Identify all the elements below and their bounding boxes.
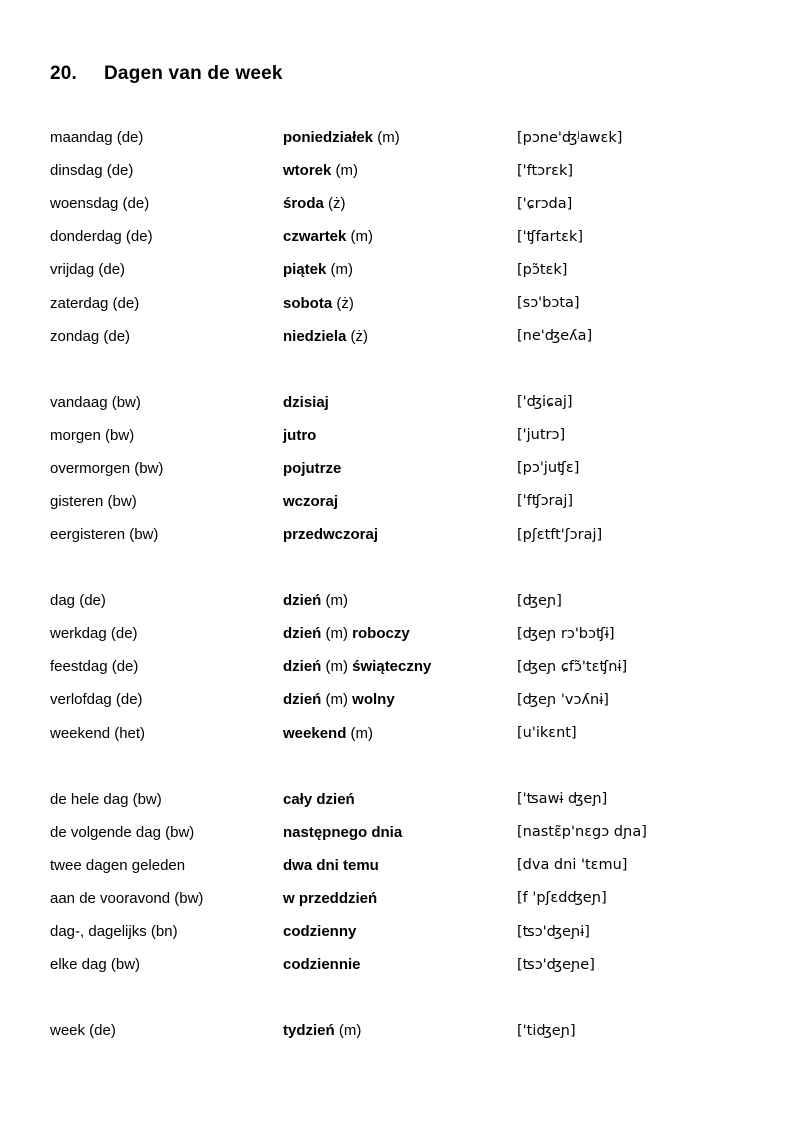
vocab-row (50, 253, 754, 286)
gender-marker: (m) (346, 228, 374, 246)
polish-word: tydzień (283, 1022, 335, 1040)
polish-word: cały dzień (283, 790, 355, 808)
dutch-term: weekend (het) (50, 724, 146, 742)
gender-marker: (m) (326, 261, 354, 279)
polish-word: przedwczoraj (283, 526, 379, 544)
vocab-row (50, 320, 754, 353)
dutch-term: verlofdag (de) (50, 691, 143, 709)
vocab-row (50, 485, 754, 518)
gender-marker: (m) (331, 162, 359, 180)
polish-word: dzisiaj (283, 393, 329, 411)
polish-word: czwartek (283, 228, 347, 246)
gender-marker: (ż) (332, 294, 354, 312)
polish-term (283, 791, 517, 808)
dutch-term: feestdag (de) (50, 658, 139, 676)
ipa-transcription: ['fʧɔraj] (517, 493, 574, 510)
ipa-transcription: [ne'ʤeʎa] (517, 328, 593, 345)
polish-word: dzień (283, 592, 322, 610)
ipa-transcription: ['ɕrɔda] (517, 195, 573, 212)
polish-term (283, 129, 517, 146)
vocab-row (50, 386, 754, 419)
polish-term (283, 295, 517, 312)
ipa-transcription: [sɔ'bɔta] (517, 295, 580, 312)
polish-word: środa (283, 195, 324, 213)
vocab-group (50, 121, 754, 353)
polish-term (283, 592, 517, 609)
dutch-term: dag-, dagelijks (bn) (50, 923, 178, 941)
dutch-term: dag (de) (50, 592, 106, 610)
ipa-transcription: [pɔne'ʤʲawɛk] (517, 129, 623, 146)
gender-marker: (m) (321, 691, 353, 709)
polish-word: niedziela (283, 327, 347, 345)
dutch-term: eergisteren (bw) (50, 526, 159, 544)
gender-marker: (m) (321, 625, 353, 643)
gender-marker: (m) (373, 129, 400, 147)
ipa-transcription: [ʤeɲ] (517, 592, 562, 609)
ipa-transcription: [ʤeɲ ɕfɔ̃'tɛʧnɨ] (517, 658, 628, 675)
gender-marker: (m) (321, 592, 348, 610)
vocab-row (50, 220, 754, 253)
vocab-row (50, 816, 754, 849)
vocab-row (50, 286, 754, 319)
dutch-term: vandaag (bw) (50, 393, 141, 411)
polish-term (283, 824, 517, 841)
dutch-term: aan de vooravond (bw) (50, 889, 204, 907)
dutch-term: gisteren (bw) (50, 492, 137, 510)
vocab-row (50, 783, 754, 816)
polish-term (283, 261, 517, 278)
polish-term (283, 658, 517, 675)
ipa-transcription: ['jutrɔ] (517, 427, 566, 444)
polish-term (283, 526, 517, 543)
dutch-term: de hele dag (bw) (50, 790, 162, 808)
vocab-row (50, 452, 754, 485)
polish-word: następnego dnia (283, 823, 403, 841)
vocab-group (50, 1014, 754, 1047)
vocab-row (50, 617, 754, 650)
vocab-group (50, 386, 754, 551)
vocab-row (50, 584, 754, 617)
ipa-transcription: [u'ikɛnt] (517, 725, 577, 742)
ipa-transcription: ['ʤiɕaj] (517, 394, 573, 411)
polish-word: dzień (283, 625, 322, 643)
polish-word: dwa dni temu (283, 856, 379, 874)
vocab-row (50, 419, 754, 452)
vocab-row (50, 187, 754, 220)
polish-term (283, 1022, 517, 1039)
ipa-transcription: [f 'pʃɛdʤeɲ] (517, 890, 607, 907)
ipa-transcription: [ʦɔ'ʤeɲɨ] (517, 923, 590, 940)
gender-marker: (m) (346, 724, 374, 742)
vocab-row (50, 882, 754, 915)
polish-word: wtorek (283, 162, 332, 180)
polish-word: dzień (283, 691, 322, 709)
dutch-term: twee dagen geleden (50, 856, 186, 874)
polish-term (283, 228, 517, 245)
polish-word: wolny (352, 691, 395, 709)
polish-term (283, 956, 517, 973)
polish-word: sobota (283, 294, 333, 312)
gender-marker: (ż) (323, 195, 346, 213)
dutch-term: zondag (de) (50, 327, 131, 345)
polish-word: roboczy (352, 625, 410, 643)
dutch-term: donderdag (de) (50, 228, 153, 246)
ipa-transcription: [ʤeɲ rɔ'bɔʧɨ] (517, 625, 615, 642)
ipa-transcription: [dva dni 'tɛmu] (517, 857, 628, 874)
gender-marker: (ż) (346, 327, 369, 345)
polish-term (283, 923, 517, 940)
gender-marker: (m) (334, 1022, 362, 1040)
dutch-term: vrijdag (de) (50, 261, 126, 279)
section-number: 20. (50, 63, 78, 84)
ipa-transcription: [ʦɔ'ʤeɲe] (517, 956, 595, 973)
dutch-term: elke dag (bw) (50, 956, 141, 974)
vocab-row (50, 518, 754, 551)
polish-term (283, 625, 517, 642)
polish-word: pojutrze (283, 459, 342, 477)
vocab-row (50, 915, 754, 948)
polish-term (283, 195, 517, 212)
vocab-row (50, 650, 754, 683)
vocab-group (50, 783, 754, 982)
dutch-term: overmorgen (bw) (50, 459, 164, 477)
ipa-transcription: ['ftɔrɛk] (517, 162, 573, 179)
dutch-term: dinsdag (de) (50, 162, 134, 180)
polish-word: codziennie (283, 956, 361, 974)
polish-word: piątek (283, 261, 327, 279)
polish-term (283, 162, 517, 179)
ipa-transcription: [ʤeɲ 'vɔʎnɨ] (517, 691, 609, 708)
polish-word: dzień (283, 658, 322, 676)
ipa-transcription: [pʃɛtft'ʃɔraj] (517, 526, 603, 543)
polish-word: wczoraj (283, 492, 339, 510)
polish-term (283, 725, 517, 742)
section-heading (50, 62, 754, 85)
polish-term (283, 691, 517, 708)
polish-term (283, 460, 517, 477)
vocab-row (50, 683, 754, 716)
polish-word: jutro (283, 426, 317, 444)
polish-word: poniedziałek (283, 129, 374, 147)
dutch-term: de volgende dag (bw) (50, 823, 195, 841)
vocab-row (50, 154, 754, 187)
polish-term (283, 394, 517, 411)
vocab-row (50, 948, 754, 981)
polish-term (283, 427, 517, 444)
vocab-row (50, 849, 754, 882)
polish-word: weekend (283, 724, 347, 742)
vocab-row (50, 1014, 754, 1047)
ipa-transcription: [pɔ'juʧɛ] (517, 460, 580, 477)
polish-word: świąteczny (352, 658, 432, 676)
ipa-transcription: [nastɛ̃p'nɛgɔ dɲa] (517, 824, 647, 841)
polish-term (283, 493, 517, 510)
polish-term (283, 328, 517, 345)
section-title: Dagen van de week (104, 63, 283, 84)
dutch-term: week (de) (50, 1022, 116, 1040)
ipa-transcription: ['ʦawɨ ʤeɲ] (517, 791, 608, 808)
vocab-row (50, 121, 754, 154)
vocab-group (50, 584, 754, 749)
dutch-term: woensdag (de) (50, 195, 150, 213)
vocab-table (50, 121, 754, 1047)
polish-word: codzienny (283, 923, 357, 941)
ipa-transcription: [pɔ̃tɛk] (517, 261, 568, 278)
dutch-term: zaterdag (de) (50, 294, 140, 312)
polish-term (283, 890, 517, 907)
polish-term (283, 857, 517, 874)
ipa-transcription: ['tiʤeɲ] (517, 1022, 576, 1039)
ipa-transcription: ['ʧfartɛk] (517, 228, 584, 245)
dutch-term: maandag (de) (50, 129, 144, 147)
gender-marker: (m) (321, 658, 353, 676)
vocab-row (50, 717, 754, 750)
dutch-term: werkdag (de) (50, 625, 138, 643)
polish-word: w przeddzień (283, 889, 378, 907)
dutch-term: morgen (bw) (50, 426, 135, 444)
